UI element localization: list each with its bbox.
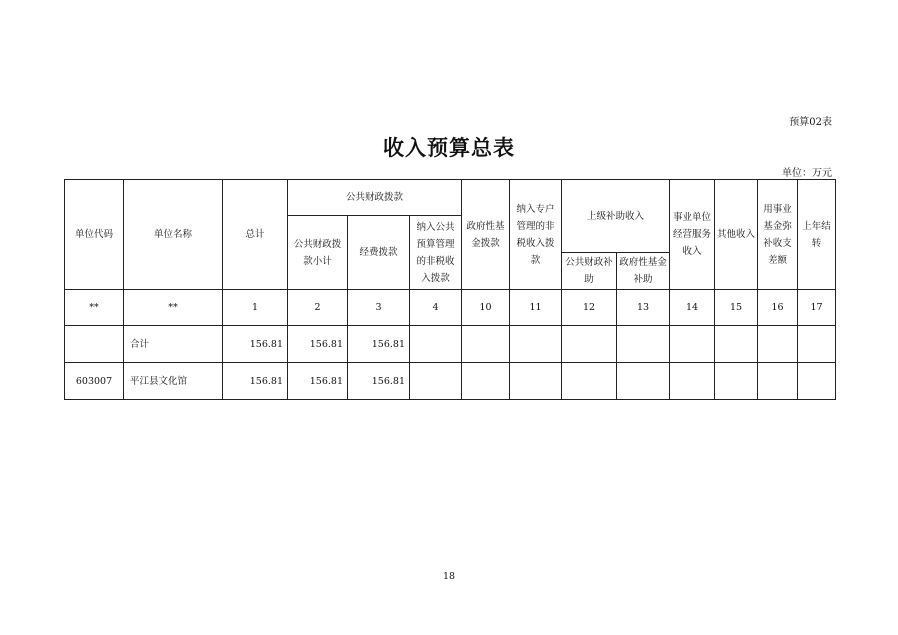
page-title: 收入预算总表 bbox=[383, 136, 515, 160]
index-cell: 4 bbox=[410, 290, 462, 326]
cell-empty bbox=[510, 363, 562, 400]
cell-empty bbox=[670, 363, 715, 400]
header-fund-make-up: 用事业基金弥补收支差额 bbox=[758, 180, 798, 290]
header-public-finance: 公共财政拨款 bbox=[288, 180, 462, 216]
cell-subtotal: 156.81 bbox=[288, 326, 348, 363]
cell-empty bbox=[562, 363, 617, 400]
cell-operating: 156.81 bbox=[348, 326, 410, 363]
cell-name: 合计 bbox=[124, 326, 223, 363]
index-cell: 10 bbox=[462, 290, 510, 326]
header-public-finance-subtotal: 公共财政拨款小计 bbox=[288, 216, 348, 290]
form-number: 预算02表 bbox=[789, 117, 832, 128]
table-row bbox=[65, 326, 836, 363]
index-cell: 14 bbox=[670, 290, 715, 326]
index-cell: 1 bbox=[223, 290, 288, 326]
cell-code bbox=[65, 326, 124, 363]
header-prior-year: 上年结转 bbox=[798, 180, 836, 290]
unit-label: 单位：万元 bbox=[782, 168, 832, 179]
cell-empty bbox=[562, 326, 617, 363]
index-cell: 11 bbox=[510, 290, 562, 326]
index-cell: ** bbox=[124, 290, 223, 326]
cell-code: 603007 bbox=[65, 363, 124, 400]
cell-empty bbox=[670, 326, 715, 363]
header-unit-code: 单位代码 bbox=[65, 180, 124, 290]
header-unit-name: 单位名称 bbox=[124, 180, 223, 290]
cell-empty bbox=[462, 363, 510, 400]
cell-empty bbox=[758, 363, 798, 400]
header-gov-fund: 政府性基金拨款 bbox=[462, 180, 510, 290]
cell-total: 156.81 bbox=[223, 326, 288, 363]
cell-empty bbox=[510, 326, 562, 363]
cell-subtotal: 156.81 bbox=[288, 363, 348, 400]
cell-empty bbox=[462, 326, 510, 363]
cell-total: 156.81 bbox=[223, 363, 288, 400]
header-service-income: 事业单位经营服务收入 bbox=[670, 180, 715, 290]
cell-empty bbox=[617, 326, 670, 363]
cell-empty bbox=[798, 326, 836, 363]
index-cell: 15 bbox=[715, 290, 758, 326]
header-superior-public-finance: 公共财政补助 bbox=[562, 253, 617, 290]
header-superior-gov-fund: 政府性基金补助 bbox=[617, 253, 670, 290]
header-nontax-special: 纳入专户管理的非税收入拨款 bbox=[510, 180, 562, 290]
page-number: 18 bbox=[442, 571, 456, 582]
header-nontax-in-budget: 纳入公共预算管理的非税收入拨款 bbox=[410, 216, 462, 290]
cell-empty bbox=[715, 363, 758, 400]
index-cell: 13 bbox=[617, 290, 670, 326]
index-cell: 2 bbox=[288, 290, 348, 326]
header-other-income: 其他收入 bbox=[715, 180, 758, 290]
index-cell: 12 bbox=[562, 290, 617, 326]
header-total: 总计 bbox=[223, 180, 288, 290]
index-cell: 16 bbox=[758, 290, 798, 326]
index-cell: 3 bbox=[348, 290, 410, 326]
cell-empty bbox=[715, 326, 758, 363]
table-row bbox=[65, 363, 836, 400]
cell-name: 平江县文化馆 bbox=[124, 363, 223, 400]
income-budget-table bbox=[64, 179, 836, 400]
header-superior-subsidy: 上级补助收入 bbox=[562, 180, 670, 253]
cell-empty bbox=[410, 326, 462, 363]
cell-operating: 156.81 bbox=[348, 363, 410, 400]
cell-empty bbox=[410, 363, 462, 400]
index-cell: 17 bbox=[798, 290, 836, 326]
index-cell: ** bbox=[65, 290, 124, 326]
index-row bbox=[65, 290, 836, 326]
cell-empty bbox=[798, 363, 836, 400]
cell-empty bbox=[617, 363, 670, 400]
cell-empty bbox=[758, 326, 798, 363]
header-operating-allocation: 经费拨款 bbox=[348, 216, 410, 290]
